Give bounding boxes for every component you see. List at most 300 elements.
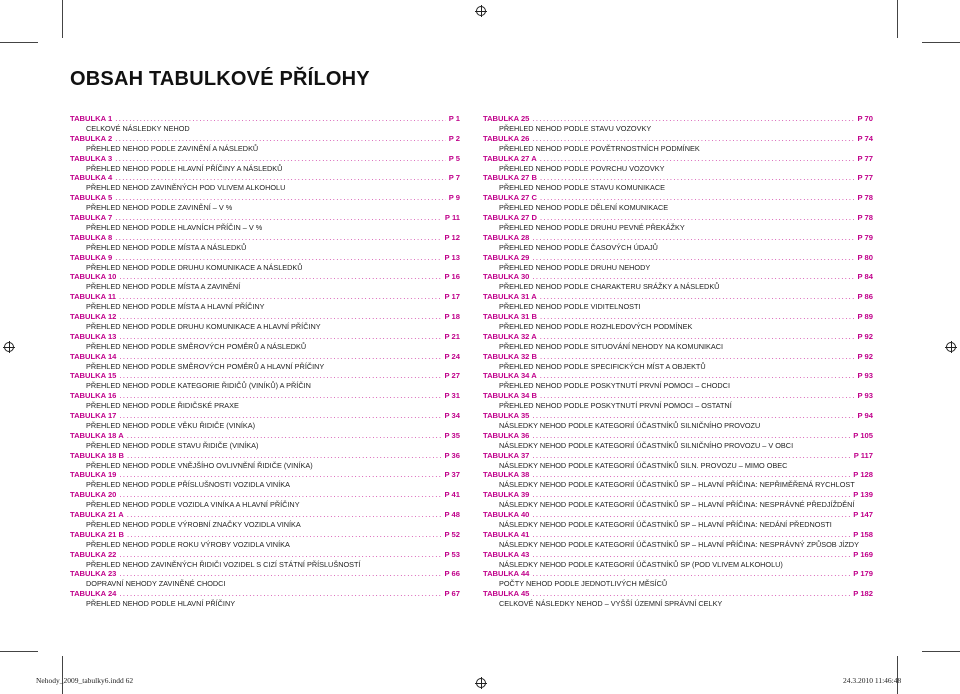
table-number: TABULKA 22 bbox=[70, 549, 117, 559]
dot-leader bbox=[119, 272, 441, 282]
table-number: TABULKA 32 B bbox=[483, 351, 538, 361]
table-number: TABULKA 31 B bbox=[483, 311, 538, 321]
table-description: PŘEHLED NEHOD ZAVINĚNÝCH POD VLIVEM ALKOHOLU bbox=[86, 183, 286, 193]
table-description: NÁSLEDKY NEHOD PODLE KATEGORIÍ ÚČASTNÍKŮ SILN. PROVOZU – MIMO OBEC bbox=[499, 460, 788, 470]
dot-leader bbox=[532, 470, 850, 480]
toc-right-column bbox=[483, 114, 873, 609]
toc-entry[interactable] bbox=[70, 154, 460, 174]
toc-entry-header bbox=[70, 411, 460, 421]
toc-entry[interactable] bbox=[483, 569, 873, 589]
table-description: PŘEHLED NEHOD PODLE STAVU ŘIDIČE (VINÍKA) bbox=[86, 440, 259, 450]
toc-entry-header bbox=[483, 569, 873, 579]
dot-leader bbox=[540, 332, 855, 342]
table-description: PŘEHLED NEHOD PODLE MÍSTA A NÁSLEDKŮ bbox=[86, 242, 247, 252]
table-number: TABULKA 4 bbox=[70, 173, 113, 183]
page-reference: P 13 bbox=[444, 252, 460, 262]
toc-entry-header bbox=[70, 371, 460, 381]
dot-leader bbox=[532, 530, 850, 540]
toc-entry-header bbox=[70, 114, 460, 124]
table-description: NÁSLEDKY NEHOD PODLE KATEGORIÍ ÚČASTNÍKŮ SP – HLAVNÍ PŘÍČINA: NESPRÁVNÉ PŘEDJÍŽDĚNÍ bbox=[499, 500, 855, 510]
table-description: PŘEHLED NEHOD PODLE SMĚROVÝCH POMĚRŮ A HLAVNÍ PŘÍČINY bbox=[86, 361, 325, 371]
toc-entry[interactable] bbox=[483, 530, 873, 550]
table-description: PŘEHLED NEHOD PODLE DRUHU KOMUNIKACE A NÁSLEDKŮ bbox=[86, 262, 303, 272]
table-description: NÁSLEDKY NEHOD PODLE KATEGORIÍ ÚČASTNÍKŮ SP – HLAVNÍ PŘÍČINA: NESPRÁVNÝ ZPŮSOB JÍZDY bbox=[499, 539, 859, 549]
table-number: TABULKA 18 B bbox=[70, 450, 125, 460]
page-reference: P 36 bbox=[444, 450, 460, 460]
toc-entry-header bbox=[483, 470, 873, 480]
toc-entry[interactable] bbox=[70, 530, 460, 550]
table-number: TABULKA 34 B bbox=[483, 391, 538, 401]
table-number: TABULKA 8 bbox=[70, 232, 113, 242]
page-reference: P 169 bbox=[853, 549, 873, 559]
page-reference: P 105 bbox=[853, 430, 873, 440]
table-description: PŘEHLED NEHOD PODLE ZAVINĚNÍ A NÁSLEDKŮ bbox=[86, 143, 259, 153]
dot-leader bbox=[532, 253, 854, 263]
toc-entry[interactable] bbox=[483, 134, 873, 154]
page-reference: P 117 bbox=[853, 450, 873, 460]
toc-entry[interactable] bbox=[70, 272, 460, 292]
toc-entry-header bbox=[483, 391, 873, 401]
toc-entry[interactable] bbox=[483, 451, 873, 471]
toc-entry[interactable] bbox=[70, 371, 460, 391]
page-reference: P 2 bbox=[448, 133, 460, 143]
dot-leader bbox=[119, 371, 441, 381]
toc-entry-header bbox=[70, 569, 460, 579]
table-number: TABULKA 27 A bbox=[483, 153, 537, 163]
footer-timestamp: 24.3.2010 11:46:48 bbox=[843, 676, 902, 685]
table-description: NÁSLEDKY NEHOD PODLE KATEGORIÍ ÚČASTNÍKŮ SP (POD VLIVEM ALKOHOLU) bbox=[499, 559, 783, 569]
toc-entry[interactable] bbox=[70, 213, 460, 233]
table-description: PŘEHLED NEHOD PODLE PŘÍSLUŠNOSTI VOZIDLA VINÍKA bbox=[86, 480, 290, 490]
table-description: PŘEHLED NEHOD PODLE CHARAKTERU SRÁŽKY A NÁSLEDKŮ bbox=[499, 282, 720, 292]
dot-leader bbox=[540, 193, 855, 203]
page-reference: P 31 bbox=[444, 391, 460, 401]
toc-entry-header bbox=[483, 272, 873, 282]
dot-leader bbox=[119, 589, 441, 599]
toc-entry[interactable] bbox=[70, 431, 460, 451]
registration-mark-icon bbox=[476, 6, 486, 16]
dot-leader bbox=[127, 510, 442, 520]
toc-entry-header bbox=[70, 352, 460, 362]
toc-entry[interactable] bbox=[483, 114, 873, 134]
dot-leader bbox=[115, 114, 446, 124]
toc-entry[interactable] bbox=[70, 332, 460, 352]
table-number: TABULKA 23 bbox=[70, 569, 117, 579]
dot-leader bbox=[115, 253, 441, 263]
page-reference: P 84 bbox=[857, 272, 873, 282]
toc-entry[interactable] bbox=[70, 470, 460, 490]
toc-entry[interactable] bbox=[70, 193, 460, 213]
table-description: PŘEHLED NEHOD PODLE POVRCHU VOZOVKY bbox=[499, 163, 665, 173]
toc-entry[interactable] bbox=[70, 451, 460, 471]
toc-entry-header bbox=[483, 451, 873, 461]
dot-leader bbox=[532, 431, 850, 441]
toc-entry-header bbox=[483, 352, 873, 362]
page-reference: P 128 bbox=[853, 470, 873, 480]
toc-entry-header bbox=[70, 292, 460, 302]
toc-entry-header bbox=[483, 114, 873, 124]
page-reference: P 48 bbox=[444, 509, 460, 519]
page-reference: P 78 bbox=[857, 212, 873, 222]
table-description: PŘEHLED NEHOD PODLE ROZHLEDOVÝCH PODMÍNEK bbox=[499, 321, 693, 331]
page-reference: P 93 bbox=[857, 371, 873, 381]
crop-mark bbox=[897, 0, 898, 38]
page-reference: P 179 bbox=[853, 569, 873, 579]
table-description: PŘEHLED NEHOD PODLE VIDITELNOSTI bbox=[499, 302, 641, 312]
page-reference: P 78 bbox=[857, 193, 873, 203]
toc-entry[interactable] bbox=[70, 134, 460, 154]
page-reference: P 147 bbox=[853, 509, 873, 519]
table-description: DOPRAVNÍ NEHODY ZAVINĚNÉ CHODCI bbox=[86, 579, 226, 589]
table-number: TABULKA 14 bbox=[70, 351, 117, 361]
toc-entry-header bbox=[70, 213, 460, 223]
toc-entry[interactable] bbox=[483, 173, 873, 193]
page-reference: P 158 bbox=[853, 529, 873, 539]
toc-entry-header bbox=[483, 510, 873, 520]
table-number: TABULKA 20 bbox=[70, 490, 117, 500]
page-reference: P 37 bbox=[444, 470, 460, 480]
page-reference: P 21 bbox=[444, 331, 460, 341]
table-description: PŘEHLED NEHOD PODLE MÍSTA A HLAVNÍ PŘÍČINY bbox=[86, 302, 265, 312]
toc-entry-header bbox=[483, 530, 873, 540]
registration-mark-icon bbox=[4, 342, 14, 352]
toc-entry-header bbox=[483, 589, 873, 599]
page-title: OBSAH TABULKOVÉ PŘÍLOHY bbox=[70, 68, 370, 90]
toc-entry[interactable] bbox=[483, 213, 873, 233]
toc-entry[interactable] bbox=[483, 253, 873, 273]
table-number: TABULKA 40 bbox=[483, 509, 530, 519]
table-number: TABULKA 26 bbox=[483, 133, 530, 143]
toc-entry-header bbox=[70, 589, 460, 599]
toc-entry-header bbox=[483, 431, 873, 441]
toc-entry[interactable] bbox=[483, 233, 873, 253]
dot-leader bbox=[540, 352, 855, 362]
toc-entry-header bbox=[483, 550, 873, 560]
table-number: TABULKA 5 bbox=[70, 193, 113, 203]
table-number: TABULKA 27 C bbox=[483, 193, 538, 203]
toc-entry-header bbox=[483, 411, 873, 421]
table-number: TABULKA 16 bbox=[70, 391, 117, 401]
crop-mark bbox=[62, 656, 63, 694]
toc-entry-header bbox=[70, 490, 460, 500]
dot-leader bbox=[115, 173, 446, 183]
table-description: CELKOVÉ NÁSLEDKY NEHOD bbox=[86, 124, 190, 133]
table-number: TABULKA 12 bbox=[70, 311, 117, 321]
table-description: PŘEHLED NEHOD PODLE VĚKU ŘIDIČE (VINÍKA) bbox=[86, 420, 256, 430]
page-reference: P 1 bbox=[448, 114, 460, 123]
page-reference: P 93 bbox=[857, 391, 873, 401]
toc-entry-header bbox=[70, 134, 460, 144]
toc-entry[interactable] bbox=[70, 292, 460, 312]
crop-mark bbox=[922, 651, 960, 652]
table-number: TABULKA 15 bbox=[70, 371, 117, 381]
dot-leader bbox=[119, 550, 441, 560]
table-description: PŘEHLED NEHOD PODLE STAVU KOMUNIKACE bbox=[499, 183, 665, 193]
table-number: TABULKA 17 bbox=[70, 410, 117, 420]
table-description: PŘEHLED NEHOD PODLE HLAVNÍ PŘÍČINY bbox=[86, 599, 236, 609]
toc-entry[interactable] bbox=[483, 371, 873, 391]
table-description: NÁSLEDKY NEHOD PODLE KATEGORIÍ ÚČASTNÍKŮ SILNIČNÍHO PROVOZU – V OBCI bbox=[499, 440, 794, 450]
page-reference: P 5 bbox=[448, 153, 460, 163]
page-reference: P 92 bbox=[857, 351, 873, 361]
table-number: TABULKA 1 bbox=[70, 114, 113, 123]
footer-filename: Nehody_2009_tabulky6.indd 62 bbox=[36, 676, 134, 685]
table-number: TABULKA 21 A bbox=[70, 509, 124, 519]
table-description: PŘEHLED NEHOD PODLE SPECIFICKÝCH MÍST A OBJEKTŮ bbox=[499, 361, 706, 371]
page-reference: P 94 bbox=[857, 410, 873, 420]
toc-entry[interactable] bbox=[70, 352, 460, 372]
table-description: NÁSLEDKY NEHOD PODLE KATEGORIÍ ÚČASTNÍKŮ SILNIČNÍHO PROVOZU bbox=[499, 420, 761, 430]
toc-entry[interactable] bbox=[70, 411, 460, 431]
page-reference: P 89 bbox=[857, 311, 873, 321]
toc-entry[interactable] bbox=[483, 589, 873, 609]
toc-entry[interactable] bbox=[483, 431, 873, 451]
dot-leader bbox=[532, 589, 850, 599]
table-description: NÁSLEDKY NEHOD PODLE KATEGORIÍ ÚČASTNÍKŮ SP – HLAVNÍ PŘÍČINA: NEPŘIMĚŘENÁ RYCHLOST bbox=[499, 480, 855, 490]
table-number: TABULKA 35 bbox=[483, 410, 530, 420]
toc-entry-header bbox=[483, 371, 873, 381]
dot-leader bbox=[119, 352, 441, 362]
table-number: TABULKA 43 bbox=[483, 549, 530, 559]
dot-leader bbox=[532, 550, 850, 560]
toc-entry-header bbox=[70, 332, 460, 342]
dot-leader bbox=[127, 431, 442, 441]
table-number: TABULKA 38 bbox=[483, 470, 530, 480]
page-reference: P 12 bbox=[444, 232, 460, 242]
table-number: TABULKA 37 bbox=[483, 450, 530, 460]
crop-mark bbox=[897, 656, 898, 694]
toc-entry[interactable] bbox=[483, 272, 873, 292]
table-number: TABULKA 31 A bbox=[483, 292, 537, 302]
page-reference: P 35 bbox=[444, 430, 460, 440]
toc-entry-header bbox=[70, 431, 460, 441]
dot-leader bbox=[532, 233, 854, 243]
page-reference: P 17 bbox=[444, 292, 460, 302]
table-number: TABULKA 2 bbox=[70, 133, 113, 143]
table-description: PŘEHLED NEHOD PODLE DRUHU KOMUNIKACE A HLAVNÍ PŘÍČINY bbox=[86, 321, 321, 331]
dot-leader bbox=[540, 371, 855, 381]
toc-entry-header bbox=[483, 134, 873, 144]
table-description: PŘEHLED NEHOD PODLE DĚLENÍ KOMUNIKACE bbox=[499, 203, 669, 213]
toc-entry-header bbox=[483, 490, 873, 500]
toc-entry[interactable] bbox=[483, 550, 873, 570]
page-reference: P 92 bbox=[857, 331, 873, 341]
toc-entry-header bbox=[70, 233, 460, 243]
dot-leader bbox=[119, 312, 441, 322]
table-number: TABULKA 13 bbox=[70, 331, 117, 341]
page-reference: P 11 bbox=[444, 212, 460, 222]
toc-entry[interactable] bbox=[483, 312, 873, 332]
page-reference: P 41 bbox=[444, 490, 460, 500]
dot-leader bbox=[119, 411, 441, 421]
dot-leader bbox=[540, 213, 855, 223]
table-number: TABULKA 10 bbox=[70, 272, 117, 282]
toc-entry-header bbox=[483, 173, 873, 183]
toc-entry-header bbox=[483, 193, 873, 203]
toc-entry-header bbox=[70, 550, 460, 560]
dot-leader bbox=[119, 470, 441, 480]
toc-entry[interactable] bbox=[70, 550, 460, 570]
table-number: TABULKA 25 bbox=[483, 114, 530, 123]
toc-entry[interactable] bbox=[483, 391, 873, 411]
toc-entry[interactable] bbox=[483, 411, 873, 431]
dot-leader bbox=[119, 391, 441, 401]
toc-entry-header bbox=[70, 312, 460, 322]
toc-entry-header bbox=[483, 292, 873, 302]
toc-entry-header bbox=[70, 510, 460, 520]
page-reference: P 182 bbox=[853, 589, 873, 599]
table-number: TABULKA 18 A bbox=[70, 430, 124, 440]
toc-entry[interactable] bbox=[483, 490, 873, 510]
registration-mark-icon bbox=[946, 342, 956, 352]
table-number: TABULKA 9 bbox=[70, 252, 113, 262]
dot-leader bbox=[115, 134, 446, 144]
toc-entry[interactable] bbox=[483, 510, 873, 530]
toc-entry[interactable] bbox=[70, 589, 460, 609]
page-reference: P 9 bbox=[448, 193, 460, 203]
table-description: PŘEHLED NEHOD PODLE VOZIDLA VINÍKA A HLAVNÍ PŘÍČINY bbox=[86, 500, 300, 510]
dot-leader bbox=[127, 451, 442, 461]
dot-leader bbox=[127, 530, 442, 540]
toc-entry-header bbox=[483, 332, 873, 342]
toc-entry[interactable] bbox=[483, 332, 873, 352]
toc-entry[interactable] bbox=[70, 391, 460, 411]
table-number: TABULKA 19 bbox=[70, 470, 117, 480]
table-number: TABULKA 32 A bbox=[483, 331, 537, 341]
toc-entry-header bbox=[483, 253, 873, 263]
toc-left-column bbox=[70, 114, 460, 609]
table-description: PŘEHLED NEHOD ZAVINĚNÝCH ŘIDIČI VOZIDEL S CIZÍ STÁTNÍ PŘÍSLUŠNOSTÍ bbox=[86, 559, 361, 569]
dot-leader bbox=[540, 154, 855, 164]
dot-leader bbox=[532, 569, 850, 579]
registration-mark-icon bbox=[476, 678, 486, 688]
table-description: PŘEHLED NEHOD PODLE VNĚJŠÍHO OVLIVNĚNÍ ŘIDIČE (VINÍKA) bbox=[86, 460, 313, 470]
table-description: PŘEHLED NEHOD PODLE KATEGORIE ŘIDIČŮ (VINÍKŮ) A PŘÍČIN bbox=[86, 381, 311, 391]
toc-entry-header bbox=[70, 193, 460, 203]
dot-leader bbox=[115, 213, 442, 223]
page-reference: P 139 bbox=[853, 490, 873, 500]
table-description: PŘEHLED NEHOD PODLE POVĚTRNOSTNÍCH PODMÍNEK bbox=[499, 143, 700, 153]
page-reference: P 74 bbox=[857, 133, 873, 143]
toc-entry[interactable] bbox=[70, 569, 460, 589]
page-reference: P 80 bbox=[857, 252, 873, 262]
table-description: PŘEHLED NEHOD PODLE VÝROBNÍ ZNAČKY VOZIDLA VINÍKA bbox=[86, 519, 301, 529]
table-description: PŘEHLED NEHOD PODLE DRUHU NEHODY bbox=[499, 262, 651, 272]
table-number: TABULKA 34 A bbox=[483, 371, 537, 381]
table-number: TABULKA 36 bbox=[483, 430, 530, 440]
table-number: TABULKA 29 bbox=[483, 252, 530, 262]
toc-entry[interactable] bbox=[483, 352, 873, 372]
toc-entry[interactable] bbox=[70, 173, 460, 193]
table-number: TABULKA 45 bbox=[483, 589, 530, 599]
table-number: TABULKA 21 B bbox=[70, 529, 125, 539]
toc-entry[interactable] bbox=[70, 490, 460, 510]
dot-leader bbox=[532, 411, 854, 421]
table-description: PŘEHLED NEHOD PODLE POSKYTNUTÍ PRVNÍ POMOCI – CHODCI bbox=[499, 381, 730, 391]
toc-entry-header bbox=[70, 253, 460, 263]
toc-entry[interactable] bbox=[70, 253, 460, 273]
toc-entry[interactable] bbox=[483, 154, 873, 174]
page-reference: P 27 bbox=[444, 371, 460, 381]
toc-entry[interactable] bbox=[70, 312, 460, 332]
table-number: TABULKA 44 bbox=[483, 569, 530, 579]
page-reference: P 67 bbox=[444, 589, 460, 599]
table-number: TABULKA 27 D bbox=[483, 212, 538, 222]
table-description: NÁSLEDKY NEHOD PODLE KATEGORIÍ ÚČASTNÍKŮ SP – HLAVNÍ PŘÍČINA: NEDÁNÍ PŘEDNOSTI bbox=[499, 519, 832, 529]
page-reference: P 52 bbox=[444, 529, 460, 539]
crop-mark bbox=[0, 651, 38, 652]
toc-entry[interactable] bbox=[70, 233, 460, 253]
table-number: TABULKA 11 bbox=[70, 292, 116, 302]
page-reference: P 66 bbox=[444, 569, 460, 579]
dot-leader bbox=[119, 332, 441, 342]
table-description: PŘEHLED NEHOD PODLE STAVU VOZOVKY bbox=[499, 124, 652, 133]
table-number: TABULKA 24 bbox=[70, 589, 117, 599]
dot-leader bbox=[115, 154, 446, 164]
toc-entry[interactable] bbox=[70, 510, 460, 530]
page-reference: P 70 bbox=[857, 114, 873, 123]
table-description: PŘEHLED NEHOD PODLE ŘIDIČSKÉ PRAXE bbox=[86, 401, 239, 411]
dot-leader bbox=[119, 569, 441, 579]
table-number: TABULKA 41 bbox=[483, 529, 530, 539]
table-description: PŘEHLED NEHOD PODLE HLAVNÍ PŘÍČINY A NÁSLEDKŮ bbox=[86, 163, 283, 173]
toc-entry-header bbox=[70, 470, 460, 480]
table-number: TABULKA 39 bbox=[483, 490, 530, 500]
table-description: PŘEHLED NEHOD PODLE SITUOVÁNÍ NEHODY NA KOMUNIKACI bbox=[499, 341, 724, 351]
page-reference: P 24 bbox=[444, 351, 460, 361]
dot-leader bbox=[119, 292, 442, 302]
table-description: PŘEHLED NEHOD PODLE MÍSTA A ZAVINĚNÍ bbox=[86, 282, 241, 292]
page-reference: P 77 bbox=[857, 153, 873, 163]
toc-entry-header bbox=[70, 173, 460, 183]
dot-leader bbox=[532, 114, 854, 124]
table-number: TABULKA 3 bbox=[70, 153, 113, 163]
table-description: PŘEHLED NEHOD PODLE ROKU VÝROBY VOZIDLA VINÍKA bbox=[86, 539, 290, 549]
dot-leader bbox=[532, 490, 850, 500]
dot-leader bbox=[540, 312, 855, 322]
toc-entry-header bbox=[483, 233, 873, 243]
page-reference: P 53 bbox=[444, 549, 460, 559]
toc-entry-header bbox=[483, 154, 873, 164]
crop-mark bbox=[0, 42, 38, 43]
page-reference: P 16 bbox=[444, 272, 460, 282]
dot-leader bbox=[119, 490, 441, 500]
dot-leader bbox=[540, 292, 855, 302]
page-reference: P 7 bbox=[448, 173, 460, 183]
toc-entry[interactable] bbox=[70, 114, 460, 134]
dot-leader bbox=[540, 173, 855, 183]
page-reference: P 86 bbox=[857, 292, 873, 302]
dot-leader bbox=[115, 193, 446, 203]
toc-entry[interactable] bbox=[483, 292, 873, 312]
dot-leader bbox=[532, 510, 850, 520]
table-description: POČTY NEHOD PODLE JEDNOTLIVÝCH MĚSÍCŮ bbox=[499, 579, 668, 589]
toc-entry-header bbox=[70, 451, 460, 461]
table-description: PŘEHLED NEHOD PODLE ČASOVÝCH ÚDAJŮ bbox=[499, 242, 658, 252]
table-description: PŘEHLED NEHOD PODLE DRUHU PEVNÉ PŘEKÁŽKY bbox=[499, 222, 685, 232]
toc-entry[interactable] bbox=[483, 470, 873, 490]
toc-entry-header bbox=[483, 312, 873, 322]
table-description: PŘEHLED NEHOD PODLE ZAVINĚNÍ – V % bbox=[86, 203, 233, 213]
table-description: PŘEHLED NEHOD PODLE HLAVNÍCH PŘÍČIN – V % bbox=[86, 222, 263, 232]
crop-mark bbox=[922, 42, 960, 43]
toc-entry[interactable] bbox=[483, 193, 873, 213]
crop-mark bbox=[62, 0, 63, 38]
dot-leader bbox=[540, 391, 855, 401]
table-description: CELKOVÉ NÁSLEDKY NEHOD – VYŠŠÍ ÚZEMNÍ SPRÁVNÍ CELKY bbox=[499, 599, 723, 609]
toc-entry-header bbox=[70, 154, 460, 164]
page-reference: P 18 bbox=[444, 311, 460, 321]
